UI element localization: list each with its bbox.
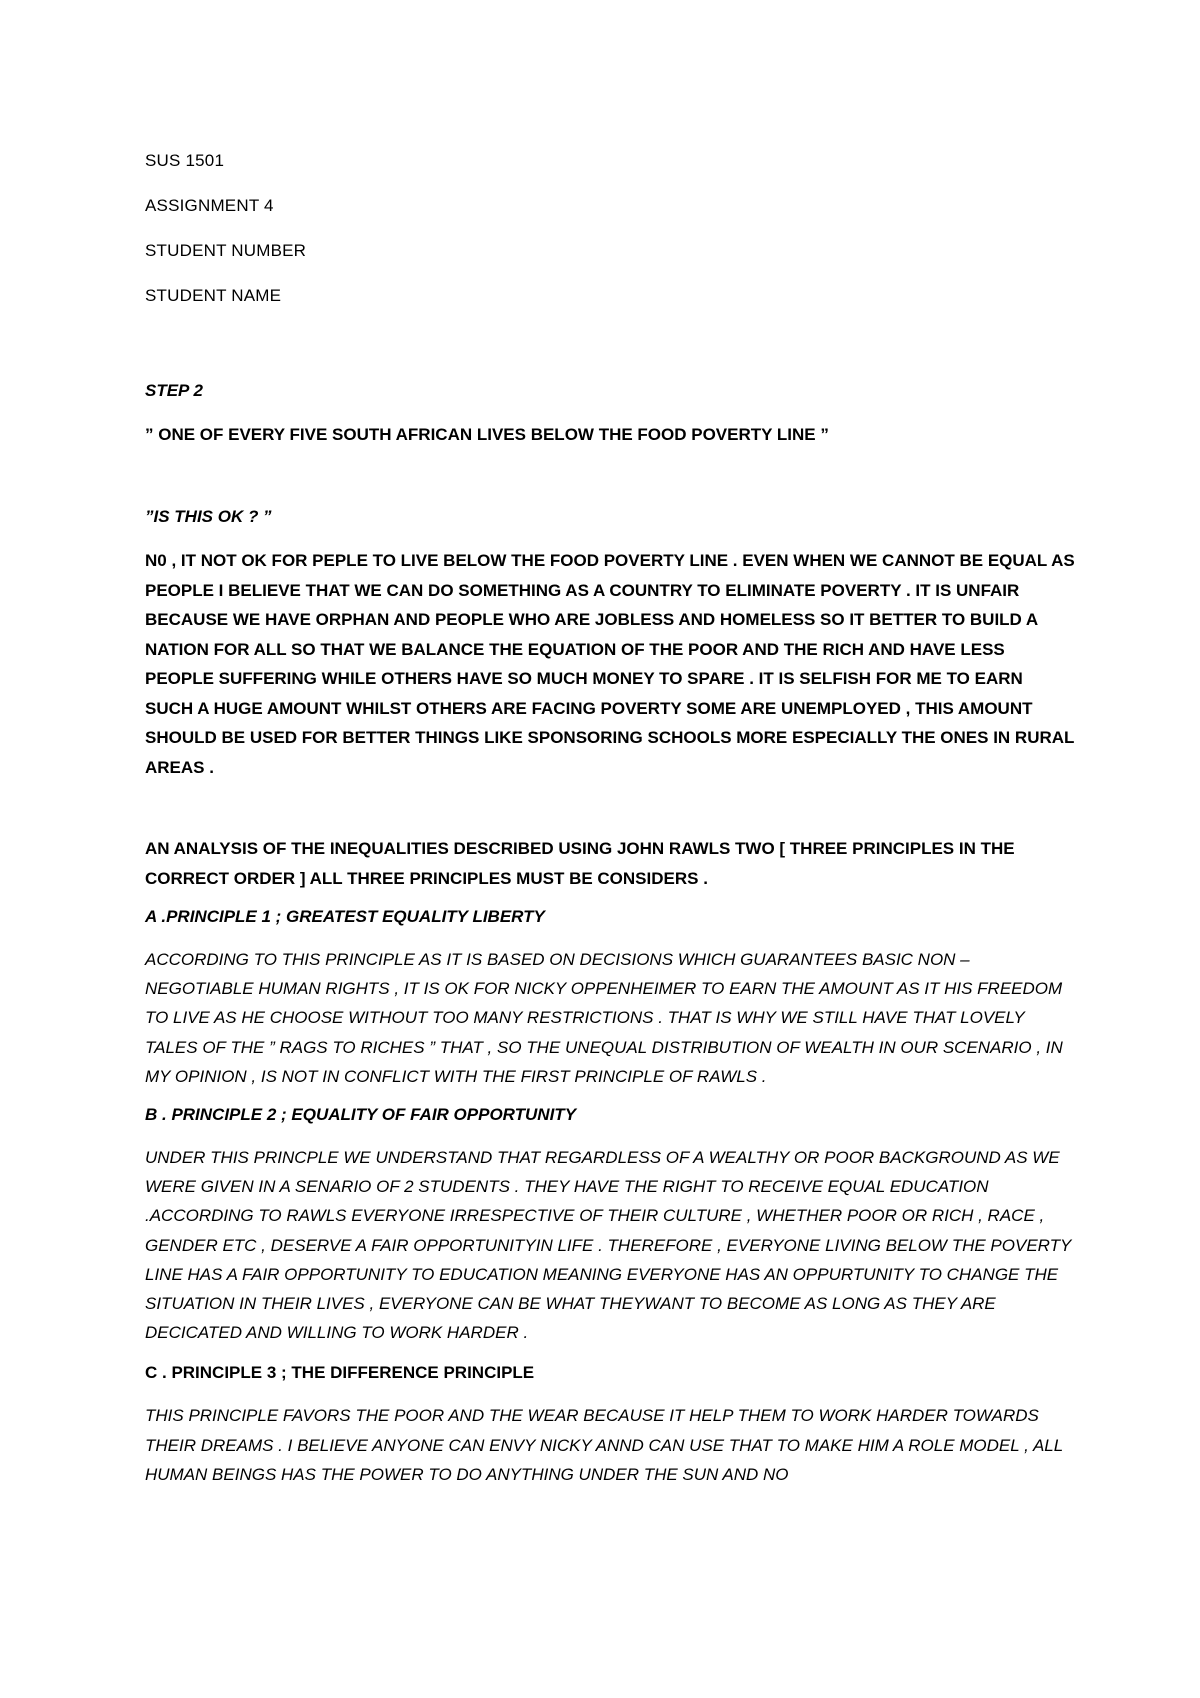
course-code: SUS 1501 xyxy=(145,151,225,170)
document-body xyxy=(145,150,1075,1489)
answer-paragraph: N0 , IT NOT OK FOR PEPLE TO LIVE BELOW THE FOOD POVERTY LINE . EVEN WHEN WE CANNOT BE EQUAL AS PEOPLE I BELIEVE THAT WE CAN DO SOMETHING AS A COUNTRY TO ELIMINATE POVERTY . IT IS UNFAIR BECAUSE WE HAVE ORPHAN AND PEOPLE WHO ARE JOBLESS AND HOMELESS SO IT BETTER TO BUILD A NATION FOR ALL SO THAT WE BALANCE THE EQUATION OF THE POOR AND THE RICH AND HAVE LESS PEOPLE SUFFERING WHILE OTHERS HAVE SO MUCH MONEY TO SPARE . IT IS SELFISH FOR ME TO EARN SUCH A HUGE AMOUNT WHILST OTHERS ARE FACING POVERTY SOME ARE UNEMPLOYED , THIS AMOUNT SHOULD BE USED FOR BETTER THINGS LIKE SPONSORING SCHOOLS MORE ESPECIALLY THE ONES IN RURAL AREAS . xyxy=(145,551,1075,777)
principle-1-body: ACCORDING TO THIS PRINCIPLE AS IT IS BASED ON DECISIONS WHICH GUARANTEES BASIC NON – NEGOTIABLE HUMAN RIGHTS , IT IS OK FOR NICKY OPPENHEIMER TO EARN THE AMOUNT AS IT HIS FREEDOM TO LIVE AS HE CHOOSE WITHOUT TOO MANY RESTRICTIONS . THAT IS WHY WE STILL HAVE THAT LOVELY TALES OF THE ” RAGS TO RICHES ” THAT , SO THE UNEQUAL DISTRIBUTION OF WEALTH IN OUR SCENARIO , IN MY OPINION , IS NOT IN CONFLICT WITH THE FIRST PRINCIPLE OF RAWLS . xyxy=(145,950,1063,1086)
assignment-title: ASSIGNMENT 4 xyxy=(145,196,274,215)
step-label: STEP 2 xyxy=(145,381,203,400)
principle-2-body: UNDER THIS PRINCPLE WE UNDERSTAND THAT REGARDLESS OF A WEALTHY OR POOR BACKGROUND AS WE WERE GIVEN IN A SENARIO OF 2 STUDENTS . THEY HAVE THE RIGHT TO RECEIVE EQUAL EDUCATION .ACCORDING TO RAWLS EVERYONE IRRESPECTIVE OF THEIR CULTURE , WHETHER POOR OR RICH , RACE , GENDER ETC , DESERVE A FAIR OPPORTUNITYIN LIFE . THEREFORE , EVERYONE LIVING BELOW THE POVERTY LINE HAS A FAIR OPPORTUNITY TO EDUCATION MEANING EVERYONE HAS AN OPPURTUNITY TO CHANGE THE SITUATION IN THEIR LIVES , EVERYONE CAN BE WHAT THEYWANT TO BECOME AS LONG AS THEY ARE DECICATED AND WILLING TO WORK HARDER . xyxy=(145,1148,1072,1343)
analysis-heading: AN ANALYSIS OF THE INEQUALITIES DESCRIBED USING JOHN RAWLS TWO [ THREE PRINCIPLES IN THE CORRECT ORDER ] ALL THREE PRINCIPLES MUST BE CONSIDERS . xyxy=(145,839,1015,888)
principle-1-title: A .PRINCIPLE 1 ; GREATEST EQUALITY LIBERTY xyxy=(145,907,545,926)
student-name-label: STUDENT NAME xyxy=(145,286,282,305)
question-heading: ”IS THIS OK ? ” xyxy=(145,507,272,526)
principle-3-title: C . PRINCIPLE 3 ; THE DIFFERENCE PRINCIPLE xyxy=(145,1363,535,1383)
principle-3-body: THIS PRINCIPLE FAVORS THE POOR AND THE WEAR BECAUSE IT HELP THEM TO WORK HARDER TOWARDS THEIR DREAMS . I BELIEVE ANYONE CAN ENVY NICKY ANND CAN USE THAT TO MAKE HIM A ROLE MODEL , ALL HUMAN BEINGS HAS THE POWER TO DO ANYTHING UNDER THE SUN AND NO xyxy=(145,1406,1063,1484)
principle-2-title: B . PRINCIPLE 2 ; EQUALITY OF FAIR OPPORTUNITY xyxy=(145,1105,577,1125)
student-number-label: STUDENT NUMBER xyxy=(145,241,307,260)
poverty-quote: ” ONE OF EVERY FIVE SOUTH AFRICAN LIVES BELOW THE FOOD POVERTY LINE ” xyxy=(145,425,829,444)
